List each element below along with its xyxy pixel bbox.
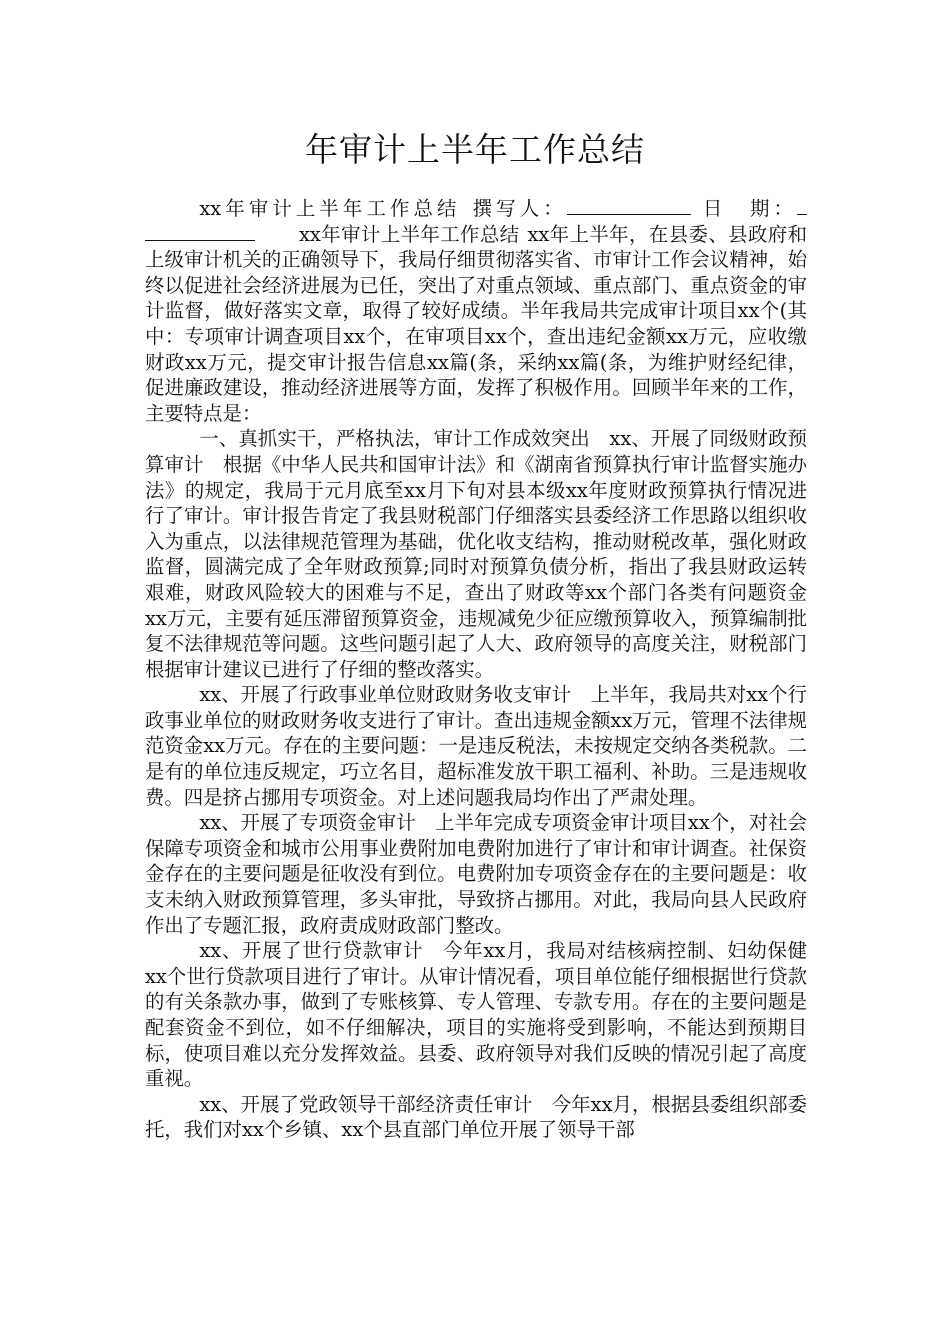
date-blank bbox=[797, 196, 807, 215]
body-paragraph: 一、真抓实干，严格执法，审计工作成效突出 xx、开展了同级财政预算审计 根据《中华人民共和国审计法》和《湖南省预算执行审计监督实施办法》的规定，我局于元月底至xx月下旬对县本级xx年度财政预算执行情况进行了审计。审计报告肯定了我县财税部门仔细落实县委经济工作思路以组织收入为重点，以法律规范管理为基础，优化收支结构，推动财税改革，强化财政监督，圆满完成了全年财政预算;同时对预算负债分析，指出了我县财政运转艰难，财政风险较大的困难与不足，查出了财政等xx个部门各类有问题资金xx万元，主要有延压滞留预算资金，违规减免少征应缴预算收入，预算编制批复不法律规范等问题。这些问题引起了人大、政府领导的高度关注，财税部门根据审计建议已进行了仔细的整改落实。 bbox=[145, 427, 807, 681]
document-body bbox=[145, 196, 807, 1143]
author-label: 撰写人： bbox=[468, 197, 567, 220]
repeat-title: xx年审计上半年工作总结 bbox=[299, 222, 520, 246]
body-paragraph: xx、开展了党政领导干部经济责任审计 今年xx月，根据县委组织部委托，我们对xx个乡镇、xx个县直部门单位开展了领导干部 bbox=[145, 1092, 807, 1142]
body-paragraph: xx、开展了行政事业单位财政财务收支审计 上半年，我局共对xx个行政事业单位的财政财务收支进行了审计。查出违规金额xx万元，管理不法律规范资金xx万元。存在的主要问题：一是违反税法，未按规定交纳各类税款。二是有的单位违反规定，巧立名目，超标准发放干职工福利、补助。三是违规收费。四是挤占挪用专项资金。对上述问题我局均作出了严肃处理。 bbox=[145, 683, 807, 809]
date-label: 日 期： bbox=[698, 197, 798, 220]
header-paragraph bbox=[145, 196, 807, 426]
intro-text: xx年上半年，在县委、县政府和上级审计机关的正确领导下，我局仔细贯彻落实省、市审计工作会议精神，始终以促进社会经济进展为已任，突出了对重点领域、重点部门、重点资金的审计监督，做好落实文章，取得了较好成绩。半年我局共完成审计项目xx个(其中：专项审计调查项目xx个，在审项目xx个，查出违纪金额xx万元，应收缴财政xx万元，提交审计报告信息xx篇(条，采纳xx篇(条，为维护财经纪律，促进廉政建设，推动经济进展等方面，发挥了积极作用。回顾半年来的工作，主要特点是： bbox=[145, 222, 807, 425]
body-paragraph: xx、开展了世行贷款审计 今年xx月，我局对结核病控制、妇幼保健xx个世行贷款项目进行了审计。从审计情况看，项目单位能仔细根据世行贷款的有关条款办事，做到了专账核算、专人管理、专款专用。存在的主要问题是配套资金不到位，如不仔细解决，项目的实施将受到影响，不能达到预期目标，使项目难以充分发挥效益。县委、政府领导对我们反映的情况引起了高度重视。 bbox=[145, 939, 807, 1091]
date-blank-continued bbox=[145, 222, 255, 241]
author-blank bbox=[567, 196, 691, 215]
document-title: 年审计上半年工作总结 bbox=[305, 130, 645, 169]
body-paragraph: xx、开展了专项资金审计 上半年完成专项资金审计项目xx个，对社会保障专项资金和城市公用事业费附加电费附加进行了审计和审计调查。社保资金存在的主要问题是征收没有到位。电费附加专项资金存在的主要问题是：收支未纳入财政预算管理，多头审批，导致挤占挪用。对此，我局向县人民政府作出了专题汇报，政府责成财政部门整改。 bbox=[145, 811, 807, 937]
doc-name: xx年审计上半年工作总结 bbox=[199, 197, 461, 220]
